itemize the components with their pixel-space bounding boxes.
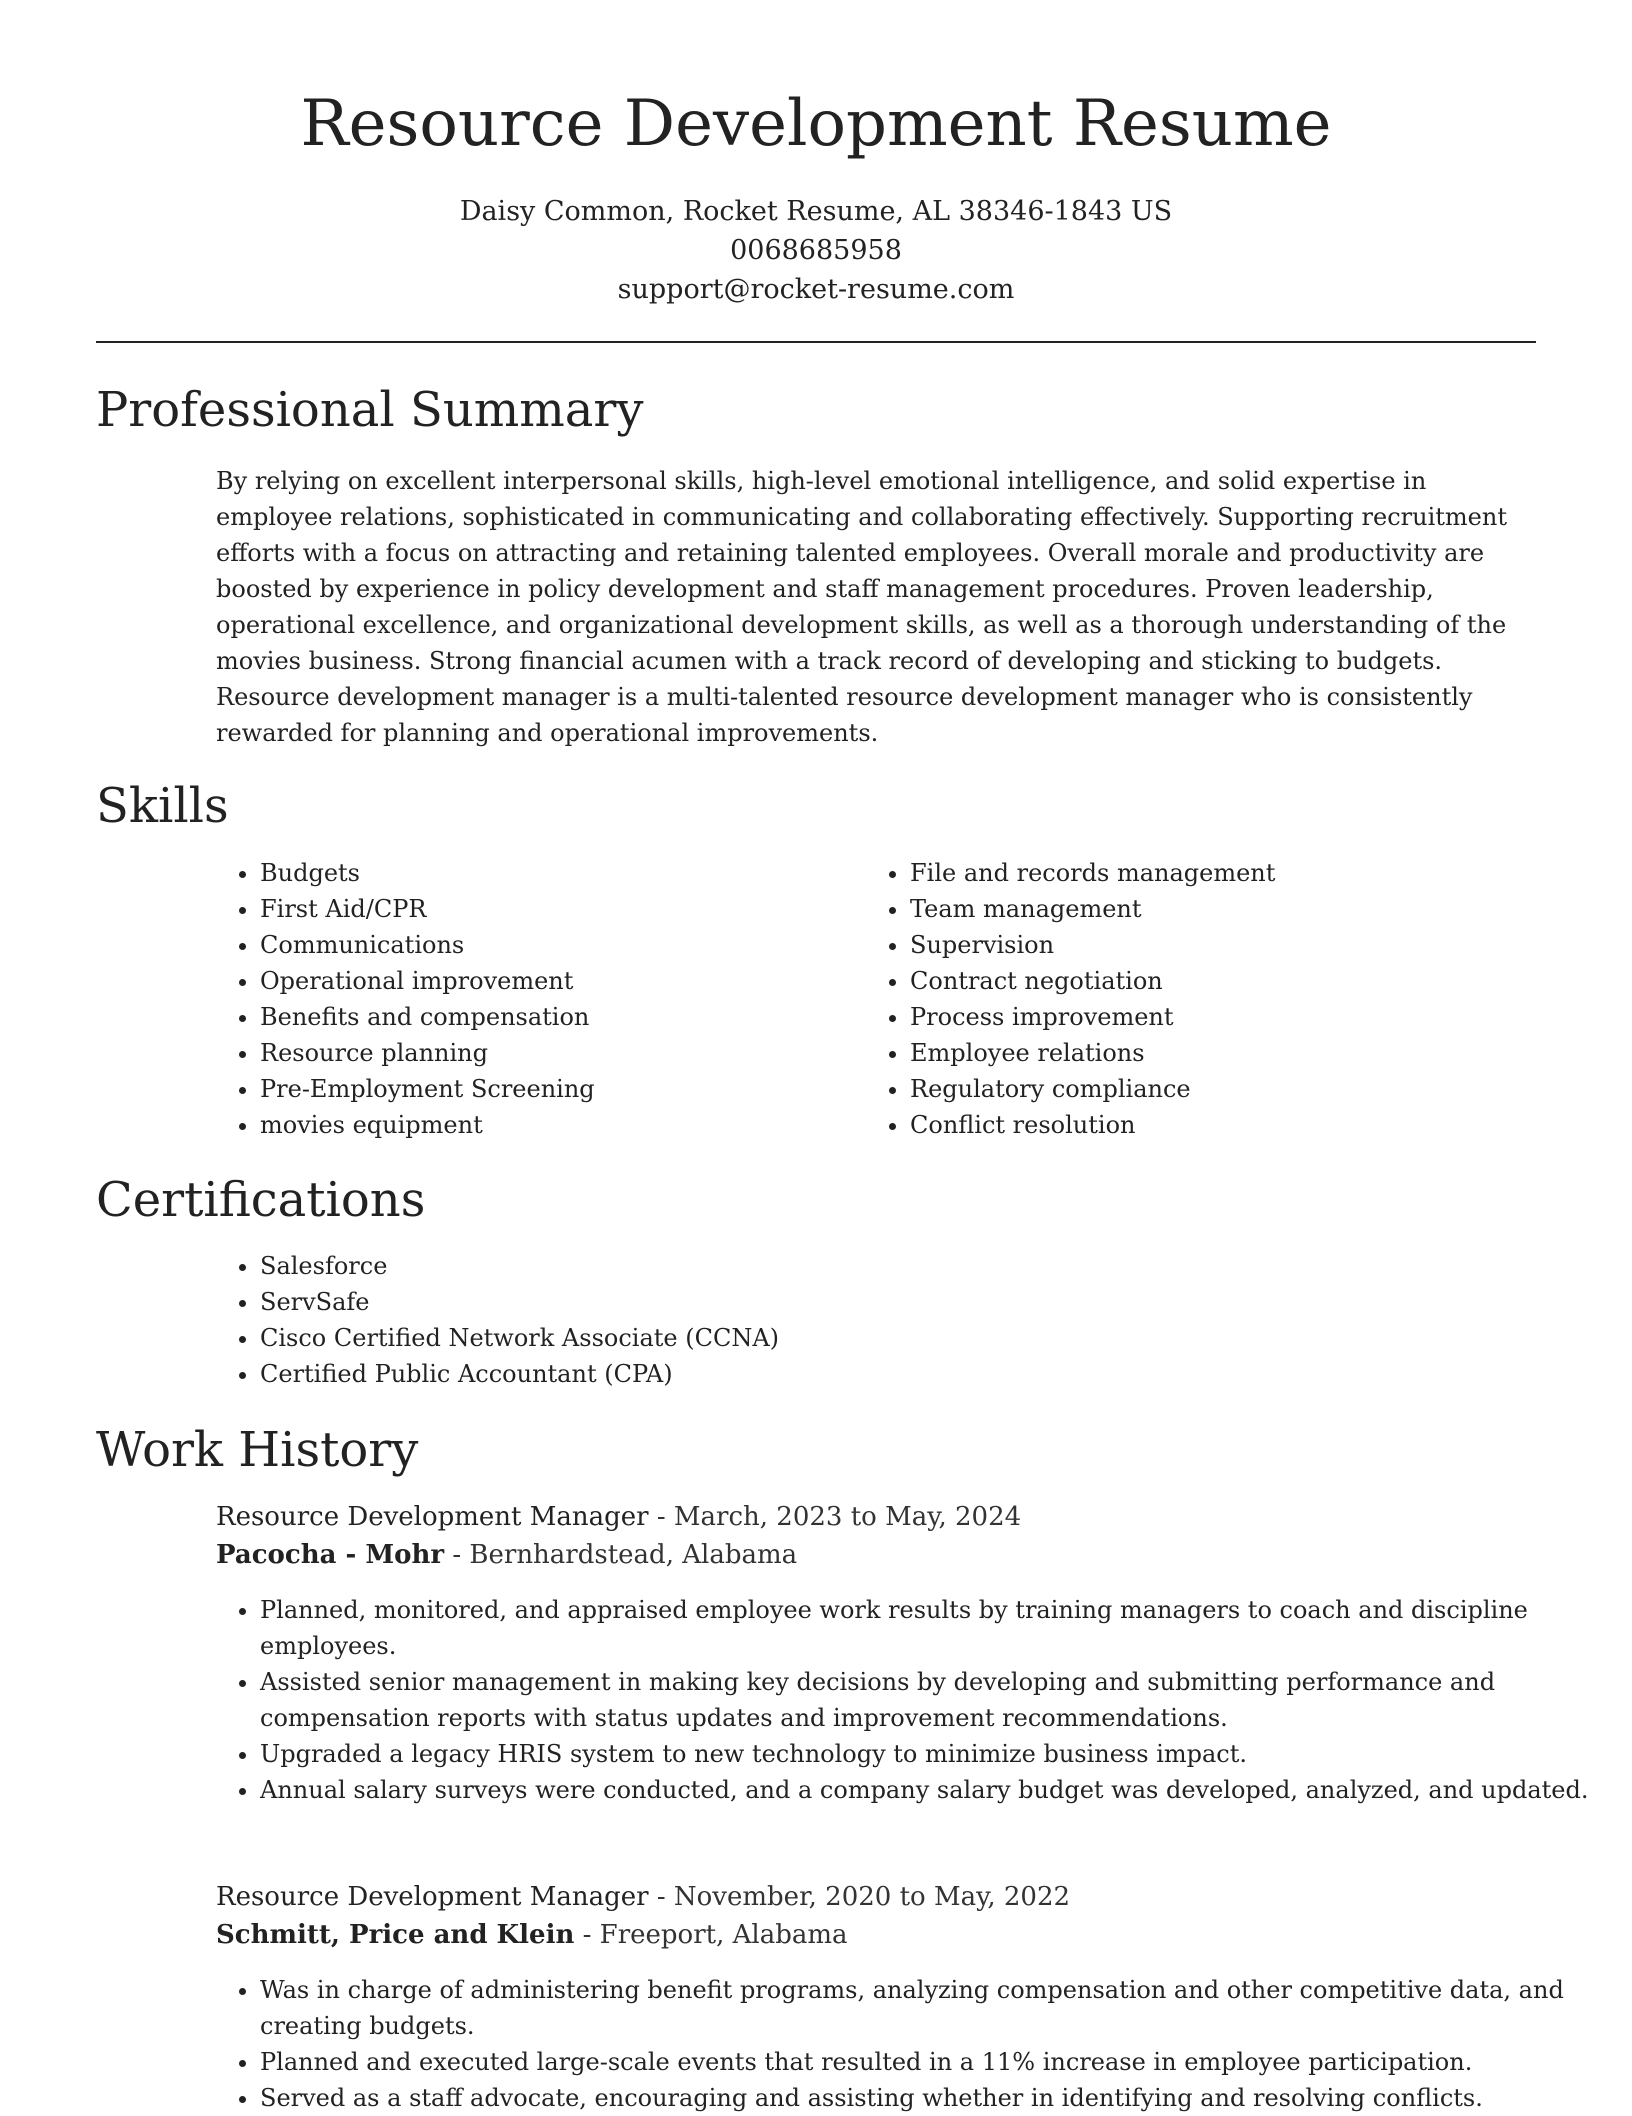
job-title-line	[216, 1498, 1021, 1536]
skill-item: • Process improvement	[910, 999, 1550, 1035]
job-bullet: • Planned, monitored, and appraised employee work results by training managers to coach and discipline employees.	[260, 1592, 1590, 1664]
job-title: Resource Development Manager	[216, 1882, 649, 1912]
job-bullet: • Annual salary surveys were conducted, and a company salary budget was developed, analyzed, and updated.	[260, 1772, 1590, 1808]
skills-list-left	[216, 855, 820, 1143]
job-title: Resource Development Manager	[216, 1502, 649, 1532]
skill-item: • Team management	[910, 891, 1550, 927]
job-bullet: • Assisted senior management in making key decisions by developing and submitting performance and compensation reports with status updates and improvement recommendations.	[260, 1664, 1590, 1736]
job-company: Schmitt, Price and Klein	[216, 1920, 575, 1950]
contact-phone: 0068685958	[730, 235, 902, 266]
certification-item: • Certified Public Accountant (CPA)	[260, 1356, 1460, 1392]
skills-list-right	[866, 855, 1550, 1143]
job-company-line	[216, 1916, 848, 1954]
resume-header	[0, 0, 1632, 309]
job-company-line	[216, 1536, 797, 1574]
resume-title: Resource Development Resume	[300, 87, 1332, 161]
skill-item: • Contract negotiation	[910, 963, 1550, 999]
skill-item: • Operational improvement	[260, 963, 820, 999]
job-dates: - March, 2023 to May, 2024	[648, 1502, 1022, 1532]
skill-item: • Regulatory compliance	[910, 1071, 1550, 1107]
skill-item: • movies equipment	[260, 1107, 820, 1143]
skill-item: • Employee relations	[910, 1035, 1550, 1071]
skill-item: • Conflict resolution	[910, 1107, 1550, 1143]
section-heading-summary: Professional Summary	[96, 382, 644, 438]
skill-item: • Resource planning	[260, 1035, 820, 1071]
job-location: - Freeport, Alabama	[574, 1920, 848, 1950]
certifications-list	[216, 1248, 1460, 1392]
header-divider	[96, 341, 1536, 343]
skill-item: • Supervision	[910, 927, 1550, 963]
job-bullet: • Planned and executed large-scale events that resulted in a 11% increase in employee participation.	[260, 2044, 1590, 2080]
contact-email: support@rocket-resume.com	[617, 274, 1015, 305]
job-title-line	[216, 1878, 1070, 1916]
job-dates: - November, 2020 to May, 2022	[648, 1882, 1071, 1912]
skill-item: • First Aid/CPR	[260, 891, 820, 927]
job-bullet: • Was in charge of administering benefit programs, analyzing compensation and other competitive data, and creating budgets.	[260, 1972, 1590, 2044]
skill-item: • Budgets	[260, 855, 820, 891]
job-bullets	[216, 1592, 1590, 1808]
contact-block	[0, 192, 1632, 309]
certification-item: • Cisco Certified Network Associate (CCNA)	[260, 1320, 1460, 1356]
summary-text: By relying on excellent interpersonal skills, high-level emotional intelligence, and solid expertise in employee relations, sophisticated in communicating and collaborating effectively. Supporting recruitment efforts with a focus on attracting and retaining talented employees. Overall morale and productivity are boosted by experience in policy development and staff management procedures. Proven leadership, operational excellence, and organizational development skills, as well as a thorough understanding of the movies business. Strong financial acumen with a track record of developing and sticking to budgets. Resource development manager is a multi-talented resource development manager who is consistently rewarded for planning and operational improvements.	[216, 467, 1507, 747]
job-bullets	[216, 1972, 1590, 2116]
section-heading-work-history: Work History	[96, 1422, 419, 1478]
job-bullet: • Upgraded a legacy HRIS system to new technology to minimize business impact.	[260, 1736, 1590, 1772]
skill-item: • File and records management	[910, 855, 1550, 891]
skill-item: • Communications	[260, 927, 820, 963]
section-heading-certifications: Certifications	[96, 1172, 426, 1228]
job-location: - Bernhardstead, Alabama	[444, 1540, 798, 1570]
section-heading-skills: Skills	[96, 778, 229, 834]
certification-item: • Salesforce	[260, 1248, 1460, 1284]
job-company: Pacocha - Mohr	[216, 1540, 445, 1570]
job-bullet: • Served as a staff advocate, encouraging and assisting whether in identifying and resolving conflicts.	[260, 2080, 1590, 2116]
contact-address: Daisy Common, Rocket Resume, AL 38346-1843 US	[459, 196, 1173, 227]
certification-item: • ServSafe	[260, 1284, 1460, 1320]
skill-item: • Pre-Employment Screening	[260, 1071, 820, 1107]
skill-item: • Benefits and compensation	[260, 999, 820, 1035]
